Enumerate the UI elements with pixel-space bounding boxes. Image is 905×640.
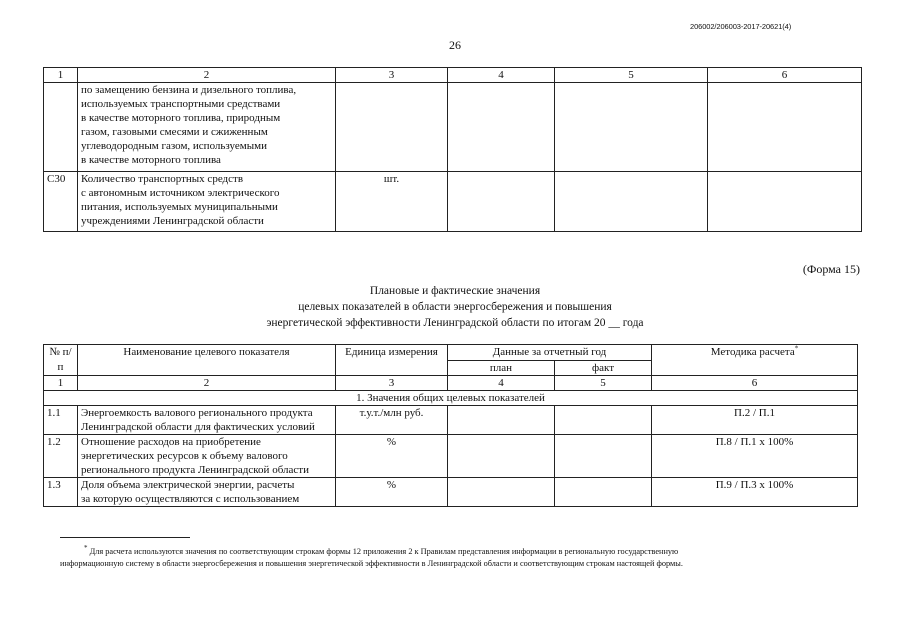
- column-number-row: [44, 376, 858, 391]
- fact-cell: [555, 83, 708, 172]
- col-number: 4: [448, 376, 555, 391]
- indicator-name: [78, 435, 336, 478]
- row-number: 1.2: [44, 435, 78, 478]
- plan-cell: [448, 406, 555, 435]
- unit-cell: %: [336, 478, 448, 507]
- fact-cell: [555, 406, 652, 435]
- column-number-row: [44, 68, 862, 83]
- method-cell: П.2 / П.1: [652, 406, 858, 435]
- name-line: Энергоемкость валового регионального продукта: [81, 407, 313, 419]
- title-line: Плановые и фактические значения: [369, 285, 541, 297]
- header-data: Данные за отчетный год: [448, 345, 652, 361]
- section-row: [44, 391, 858, 406]
- name-line: учреждениями Ленинградской области: [81, 215, 264, 227]
- section-title: 1. Значения общих целевых показателей: [44, 391, 858, 406]
- name-line: по замещению бензина и дизельного топлива,: [81, 84, 297, 96]
- unit-cell: шт.: [336, 172, 448, 232]
- plan-cell: [448, 435, 555, 478]
- indicators-table: [43, 344, 858, 507]
- header-fact: факт: [555, 361, 652, 376]
- name-line: в качестве моторного топлива, природным: [81, 112, 281, 124]
- table-row: [44, 83, 862, 172]
- name-line: газом, газовыми смесями и сжиженным: [81, 126, 268, 138]
- indicator-name: [78, 478, 336, 507]
- footnote-mark: *: [84, 544, 88, 553]
- row-number: С30: [44, 172, 78, 232]
- name-line: энергетических ресурсов к объему валового: [81, 450, 288, 462]
- col-number: 2: [78, 68, 336, 83]
- header-name: Наименование целевого показателя: [78, 345, 336, 376]
- method-cell: [708, 83, 862, 172]
- table-row: [44, 478, 858, 507]
- row-number: [44, 83, 78, 172]
- name-line: углеводородным газом, используемыми: [81, 140, 267, 152]
- name-line: с автономным источником электрического: [81, 187, 280, 199]
- unit-cell: %: [336, 435, 448, 478]
- name-line: используемых транспортными средствами: [81, 98, 281, 110]
- method-cell: [708, 172, 862, 232]
- col-number: 3: [336, 376, 448, 391]
- header-method: Методика расчета*: [652, 345, 858, 376]
- title-line: целевых показателей в области энергосбережения и повышения: [298, 301, 612, 313]
- col-number: 5: [555, 376, 652, 391]
- indicator-name: [78, 172, 336, 232]
- method-cell: П.9 / П.3 х 100%: [652, 478, 858, 507]
- col-number: 5: [555, 68, 708, 83]
- header-num: № п/п: [44, 345, 78, 376]
- name-line: Количество транспортных средств: [81, 173, 244, 185]
- col-number: 4: [448, 68, 555, 83]
- col-number: 6: [652, 376, 858, 391]
- col-number: 2: [78, 376, 336, 391]
- document-id: 206002/206003-2017-20621(4): [690, 22, 792, 31]
- name-line: Ленинградской области для фактических условий: [81, 421, 315, 433]
- row-number: 1.1: [44, 406, 78, 435]
- form-title: [150, 283, 760, 331]
- col-number: 1: [44, 376, 78, 391]
- page-number: 26: [449, 38, 461, 52]
- col-number: 3: [336, 68, 448, 83]
- method-cell: П.8 / П.1 х 100%: [652, 435, 858, 478]
- fact-cell: [555, 478, 652, 507]
- header-row: [44, 345, 858, 361]
- table-row: [44, 172, 862, 232]
- title-line: энергетической эффективности Ленинградской области по итогам 20 __ года: [266, 317, 644, 329]
- unit-cell: т.у.т./млн руб.: [336, 406, 448, 435]
- name-line: Отношение расходов на приобретение: [81, 436, 261, 448]
- plan-cell: [448, 172, 555, 232]
- form-label: (Форма 15): [802, 262, 860, 276]
- name-line: питания, используемых муниципальными: [81, 201, 278, 213]
- plan-cell: [448, 83, 555, 172]
- footnote-line: информационную систему в области энергосбережения и повышения энергетической эффективности в Ленинградской области и соответствующим строкам настоящей формы.: [60, 559, 683, 568]
- name-line: Доля объема электрической энергии, расчеты: [81, 479, 295, 491]
- unit-cell: [336, 83, 448, 172]
- name-line: в качестве моторного топлива: [81, 154, 221, 166]
- indicator-name: [78, 406, 336, 435]
- row-number: 1.3: [44, 478, 78, 507]
- table-row: [44, 406, 858, 435]
- fact-cell: [555, 435, 652, 478]
- col-number: 1: [44, 68, 78, 83]
- table-row: [44, 435, 858, 478]
- header-plan: план: [448, 361, 555, 376]
- continuation-table: [43, 67, 862, 232]
- plan-cell: [448, 478, 555, 507]
- footnote-separator: [60, 537, 190, 538]
- fact-cell: [555, 172, 708, 232]
- footnote-line: Для расчета используются значения по соответствующим строкам формы 12 приложения 2 к Правилам представления информации в региональную государственную: [89, 547, 679, 556]
- footnote: [60, 546, 870, 570]
- col-number: 6: [708, 68, 862, 83]
- indicator-name: [78, 83, 336, 172]
- header-unit: Единица измерения: [336, 345, 448, 376]
- name-line: регионального продукта Ленинградской области: [81, 464, 309, 476]
- name-line: за которую осуществляются с использованием: [81, 493, 300, 505]
